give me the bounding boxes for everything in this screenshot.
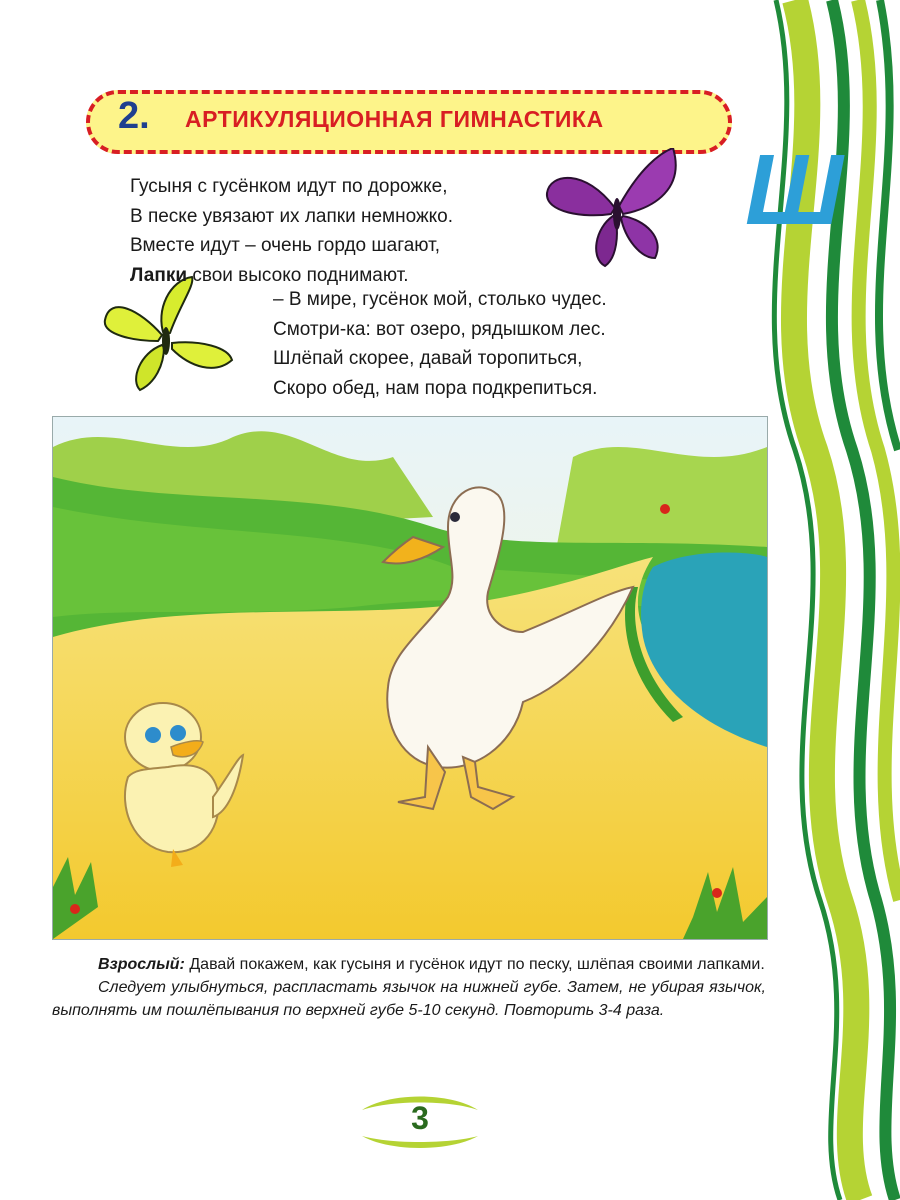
instructions-text [52, 953, 766, 1022]
poem-line: Скоро обед, нам пора подкрепиться. [273, 377, 598, 399]
purple-butterfly-icon [545, 148, 685, 273]
poem-stanza-2 [273, 285, 607, 403]
adult-speech-paragraph [52, 953, 766, 976]
section-title: АРТИКУЛЯЦИОННАЯ ГИМНАСТИКА [185, 106, 604, 132]
page-number: 3 [411, 1100, 429, 1136]
poem-line: Смотри-ка: вот озеро, рядышком лес. [273, 318, 606, 340]
side-letter: Ш [745, 134, 843, 246]
poem-line: В песке увязают их лапки немножко. [130, 205, 454, 227]
poem-line: Вместе идут – очень гордо шагают, [130, 235, 440, 256]
exercise-text: Следует улыбнуться, распластать язычок на нижней губе. Затем, не убирая язычок, выполнять им пошлёпывания по верхней губе 5-10 секунд. Повторить 3-4 раза. [52, 979, 766, 1019]
poem-line: – В мире, гусёнок мой, столько чудес. [273, 289, 607, 310]
section-number: 2. [118, 95, 150, 137]
poem-bold-word: Лапки [130, 264, 188, 286]
illustration-scene [53, 417, 767, 939]
poem-line: Гусыня с гусёнком идут по дорожке, [130, 176, 448, 197]
poem-stanza-1 [130, 172, 453, 290]
speaker-label: Взрослый: [98, 956, 185, 973]
exercise-paragraph [52, 976, 766, 1022]
speech-text: Давай покажем, как гусыня и гусёнок идут по песку, шлёпая своими лапками. [184, 956, 765, 973]
yellow-butterfly-icon [100, 275, 240, 395]
poem-line: Шлёпай скорее, давай торопиться, [273, 348, 583, 369]
illustration-goose-and-gosling [52, 416, 768, 940]
poem-line-rest: свои высоко поднимают. [187, 264, 409, 286]
